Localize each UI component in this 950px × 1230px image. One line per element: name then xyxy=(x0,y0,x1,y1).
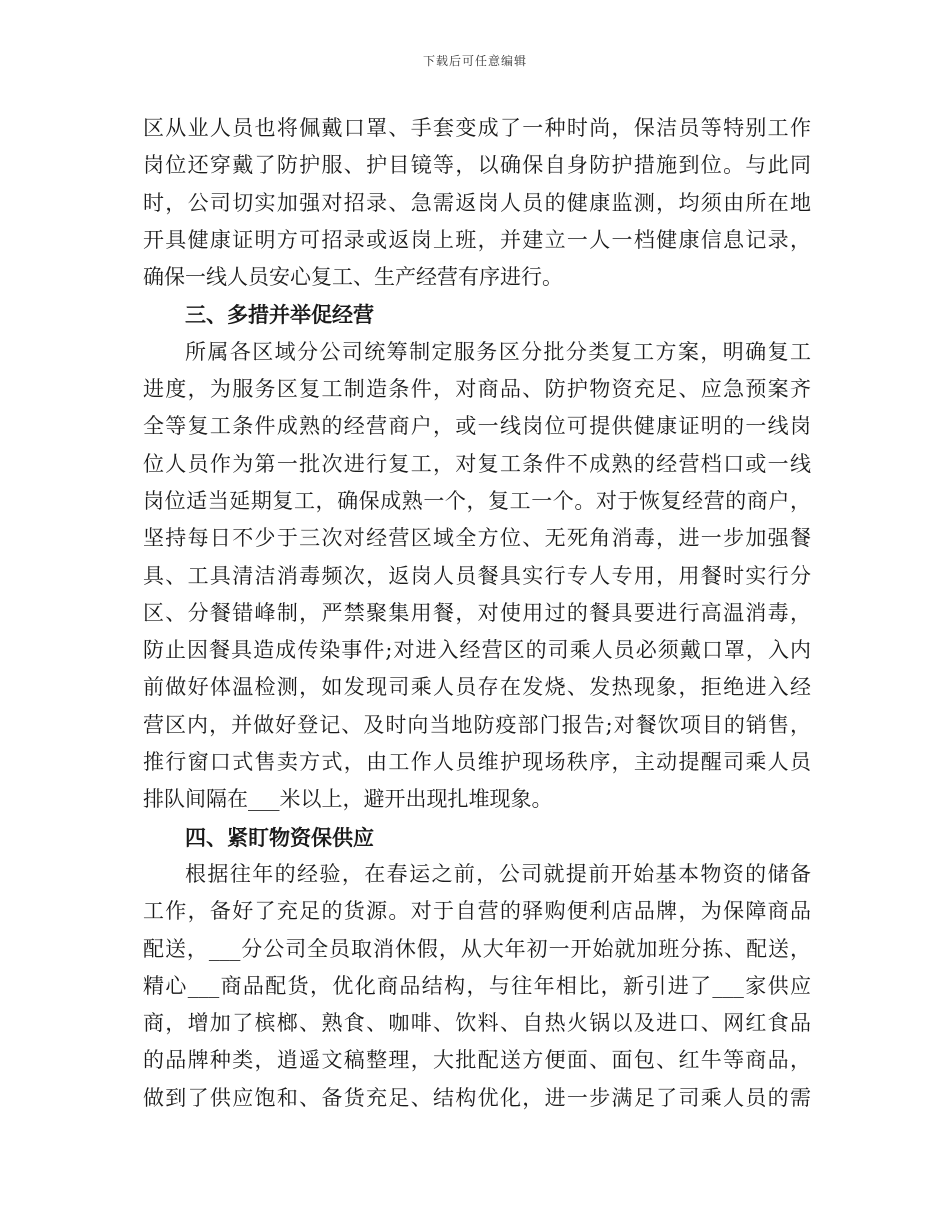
paragraph-line: 前做好体温检测，如发现司乘人员存在发烧、发热现象，拒绝进入经 xyxy=(143,675,811,700)
section-heading: 四、紧盯物资保供应 xyxy=(185,824,374,850)
section-heading: 三、多措并举促经营 xyxy=(185,302,374,328)
paragraph-line: 商，增加了槟榔、熟食、咖啡、饮料、自热火锅以及进口、网红食品 xyxy=(143,1011,811,1036)
paragraph-line: 做到了供应饱和、备货充足、结构优化，进一步满足了司乘人员的需 xyxy=(143,1085,811,1110)
paragraph-line: 防止因餐具造成传染事件;对进入经营区的司乘人员必须戴口罩，入内 xyxy=(143,638,811,663)
paragraph-line: 营区内，并做好登记、及时向当地防疫部门报告;对餐饮项目的销售， xyxy=(143,712,811,737)
paragraph-line: 具、工具清洁消毒频次，返岗人员餐具实行专人专用，用餐时实行分 xyxy=(143,563,811,588)
paragraph-line: 工作，备好了充足的货源。对于自营的驿购便利店品牌，为保障商品 xyxy=(143,899,811,924)
paragraph-line: 区从业人员也将佩戴口罩、手套变成了一种时尚，保洁员等特别工作 xyxy=(143,116,811,140)
paragraph-line: 配送，___分公司全员取消休假，从大年初一开始就加班分拣、配送， xyxy=(143,936,811,961)
paragraph-line: 坚持每日不少于三次对经营区域全方位、无死角消毒，进一步加强餐 xyxy=(143,526,811,551)
paragraph-line: 区、分餐错峰制，严禁聚集用餐，对使用过的餐具要进行高温消毒， xyxy=(143,600,811,625)
paragraph-line: 岗位还穿戴了防护服、护目镜等，以确保自身防护措施到位。与此同 xyxy=(143,153,811,178)
paragraph-line: 的品牌种类，逍遥文稿整理，大批配送方便面、面包、红牛等商品， xyxy=(143,1048,811,1073)
paragraph-line: 推行窗口式售卖方式，由工作人员维护现场秩序，主动提醒司乘人员 xyxy=(143,750,811,775)
paragraph-line: 进度，为服务区复工制造条件，对商品、防护物资充足、应急预案齐 xyxy=(143,377,811,402)
paragraph-first-line: 所属各区域分公司统筹制定服务区分批分类复工方案，明确复工 xyxy=(185,339,811,364)
paragraph-line: 开具健康证明方可招录或返岗上班，并建立一人一档健康信息记录， xyxy=(143,227,811,252)
paragraph-last-line: 确保一线人员安心复工、生产经营有序进行。 xyxy=(143,265,563,290)
page-header: 下载后可任意编辑 xyxy=(422,54,527,68)
paragraph-line: 位人员作为第一批次进行复工，对复工条件不成熟的经营档口或一线 xyxy=(143,451,811,476)
paragraph-last-line: 排队间隔在___米以上，避开出现扎堆现象。 xyxy=(143,787,553,812)
paragraph-first-line: 根据往年的经验，在春运之前，公司就提前开始基本物资的储备 xyxy=(185,861,811,886)
paragraph-line: 精心___商品配货，优化商品结构，与往年相比，新引进了___家供应 xyxy=(143,973,811,998)
paragraph-line: 岗位适当延期复工，确保成熟一个，复工一个。对于恢复经营的商户， xyxy=(143,488,811,513)
paragraph-line: 时，公司切实加强对招录、急需返岗人员的健康监测，均须由所在地 xyxy=(143,190,811,215)
paragraph-line: 全等复工条件成熟的经营商户，或一线岗位可提供健康证明的一线岗 xyxy=(143,414,811,439)
document-body xyxy=(143,110,811,1117)
